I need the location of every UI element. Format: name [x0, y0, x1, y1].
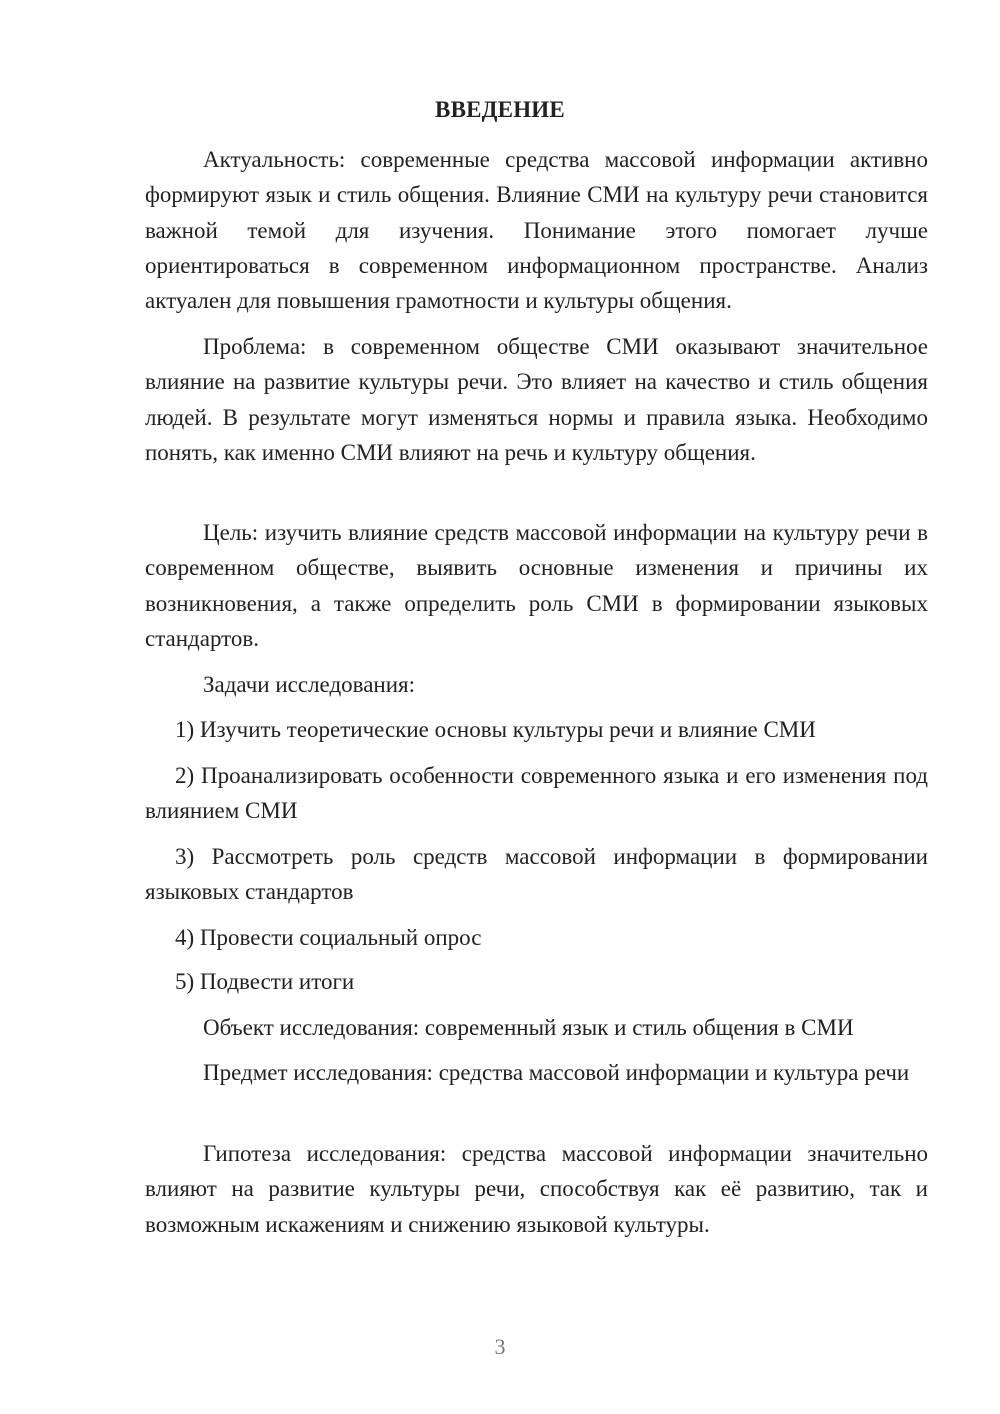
- task-item-5: 5) Подвести итоги: [175, 969, 355, 994]
- task-item-3: 3) Рассмотреть роль средств массовой информации в формировании языковых стандартов: [145, 844, 928, 905]
- paragraph-object: Объект исследования: современный язык и стиль общения в СМИ: [203, 1015, 854, 1040]
- tasks-heading: Задачи исследования:: [203, 672, 416, 697]
- paragraph-hypothesis: Гипотеза исследования: средства массовой информации значительно влияют на развитие культуры речи, способствуя как её развитию, так и возможным искажениям и снижению языковой культуры.: [145, 1141, 928, 1237]
- paragraph-problem: Проблема: в современном обществе СМИ оказывают значительное влияние на развитие культуры речи. Это влияет на качество и стиль общения людей. В результате могут изменяться нормы и правила языка. Необходимо понять, как именно СМИ влияют на речь и культуру общения.: [145, 334, 928, 465]
- task-item-4: 4) Провести социальный опрос: [175, 925, 482, 950]
- paragraph-goal: Цель: изучить влияние средств массовой информации на культуру речи в современном обществе, выявить основные изменения и причины их возникновения, а также определить роль СМИ в формировании языковых стандартов.: [145, 520, 928, 651]
- task-item-1: 1) Изучить теоретические основы культуры речи и влияние СМИ: [175, 717, 816, 742]
- section-title: ВВЕДЕНИЕ: [435, 97, 565, 122]
- paragraph-subject: Предмет исследования: средства массовой информации и культура речи: [203, 1060, 910, 1085]
- task-item-2: 2) Проанализировать особенности современного языка и его изменения под влиянием СМИ: [145, 763, 928, 824]
- page-number: 3: [494, 1334, 506, 1359]
- paragraph-relevance: Актуальность: современные средства массовой информации активно формируют язык и стиль общения. Влияние СМИ на культуру речи становится важной темой для изучения. Понимание этого помогает лучше ориентироваться в современном информационном пространстве. Анализ актуален для повышения грамотности и культуры общения.: [145, 147, 928, 314]
